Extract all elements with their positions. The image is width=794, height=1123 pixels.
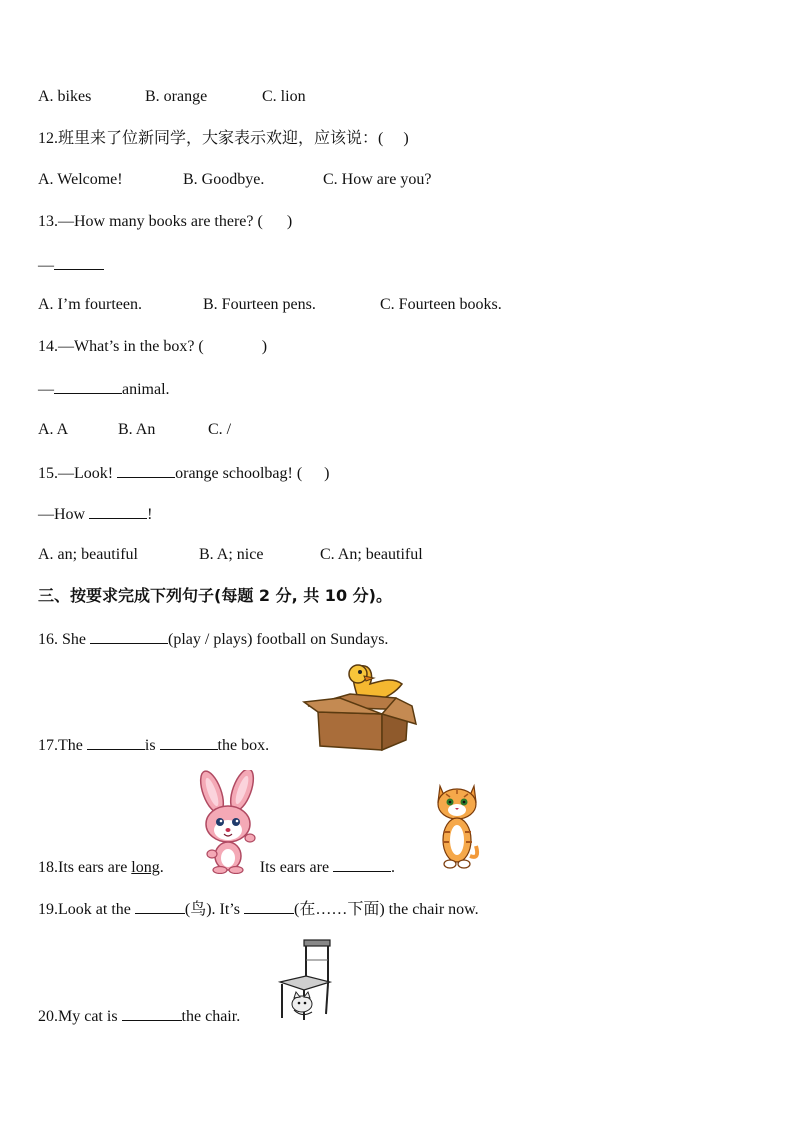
q13-stem-text: 13.—How many books are there? (: [38, 213, 263, 230]
q14-option-c: C. /: [208, 421, 232, 438]
q18: [38, 856, 395, 878]
cat-image: [432, 780, 482, 872]
q15-option-a: A. an; beautiful: [38, 546, 138, 563]
q15-blank-1[interactable]: [117, 462, 175, 478]
q13-option-c: C. Fourteen books.: [380, 296, 502, 313]
section-3-heading: 三、按要求完成下列句子(每题 2 分, 共 10 分)。: [38, 586, 392, 605]
q20-a: 20.My cat is: [38, 1008, 122, 1025]
q12-option-c: C. How are you?: [323, 171, 432, 188]
duck-in-box-image: [300, 662, 418, 752]
q19-c: (在……下面) the chair now.: [293, 901, 479, 918]
q19: [38, 898, 479, 920]
q17-c: the box.: [217, 737, 270, 754]
q17-blank-1[interactable]: [87, 734, 145, 750]
q19-b: (鸟). It’s: [184, 901, 244, 918]
chair-image: [276, 938, 334, 1022]
q18-b: .: [159, 859, 164, 876]
q13-answer-line: [38, 254, 104, 276]
q15-stem-b: orange schoolbag! (: [175, 465, 303, 482]
q14-answer-line: [38, 378, 170, 400]
q14-option-a: A. A: [38, 421, 69, 438]
q16: [38, 628, 388, 650]
q18-c: Its ears are: [259, 859, 334, 876]
q14-after: animal.: [122, 381, 170, 398]
q17-blank-2[interactable]: [160, 734, 218, 750]
q18-long: long: [131, 859, 160, 876]
q19-a: 19.Look at the: [38, 901, 135, 918]
q12-close: ): [403, 130, 409, 147]
q14-option-b: B. An: [118, 421, 156, 438]
q15-close: ): [324, 465, 330, 482]
q20-blank[interactable]: [122, 1005, 182, 1021]
q13-stem: [38, 212, 292, 232]
q17-b: is: [144, 737, 160, 754]
q14-stem: [38, 337, 267, 357]
q13-close: ): [286, 213, 293, 230]
q16-a: 16. She: [38, 631, 90, 648]
q20-b: the chair.: [181, 1008, 241, 1025]
q12-option-b: B. Goodbye.: [183, 171, 265, 188]
q15-stem: [38, 462, 330, 484]
q15-reply-b: !: [147, 506, 153, 523]
q14-blank[interactable]: [54, 378, 122, 394]
q18-blank[interactable]: [333, 856, 391, 872]
q17: [38, 734, 269, 756]
q12-option-a: A. Welcome!: [38, 171, 123, 188]
q15-reply: [38, 503, 152, 525]
q12-stem: [38, 129, 409, 149]
q13-option-b: B. Fourteen pens.: [203, 296, 316, 313]
q15-stem-a: 15.—Look!: [38, 465, 118, 482]
q14-stem-text: 14.—What’s in the box? (: [38, 338, 204, 355]
q12-stem-text: 12.班里来了位新同学，大家表示欢迎，应该说：(: [38, 130, 384, 147]
q15-option-c: C. An; beautiful: [320, 546, 423, 563]
q18-a: 18.Its ears are: [38, 859, 132, 876]
q13-dash: —: [38, 257, 54, 274]
q17-a: 17.The: [38, 737, 87, 754]
q11-option-b: B. orange: [145, 88, 208, 105]
q19-blank-1[interactable]: [135, 898, 185, 914]
q15-reply-a: —How: [38, 506, 90, 523]
q16-blank[interactable]: [90, 628, 168, 644]
q20: [38, 1005, 240, 1027]
q13-option-a: A. I’m fourteen.: [38, 296, 142, 313]
q15-option-b: B. A; nice: [199, 546, 264, 563]
q13-blank[interactable]: [54, 254, 104, 270]
q14-close: ): [261, 338, 268, 355]
q16-b: (play / plays) football on Sundays.: [168, 631, 389, 648]
q19-blank-2[interactable]: [244, 898, 294, 914]
q14-dash: —: [38, 381, 54, 398]
q15-blank-2[interactable]: [89, 503, 147, 519]
q11-option-a: A. bikes: [38, 88, 92, 105]
q11-option-c: C. lion: [262, 88, 306, 105]
q18-d: .: [391, 859, 396, 876]
